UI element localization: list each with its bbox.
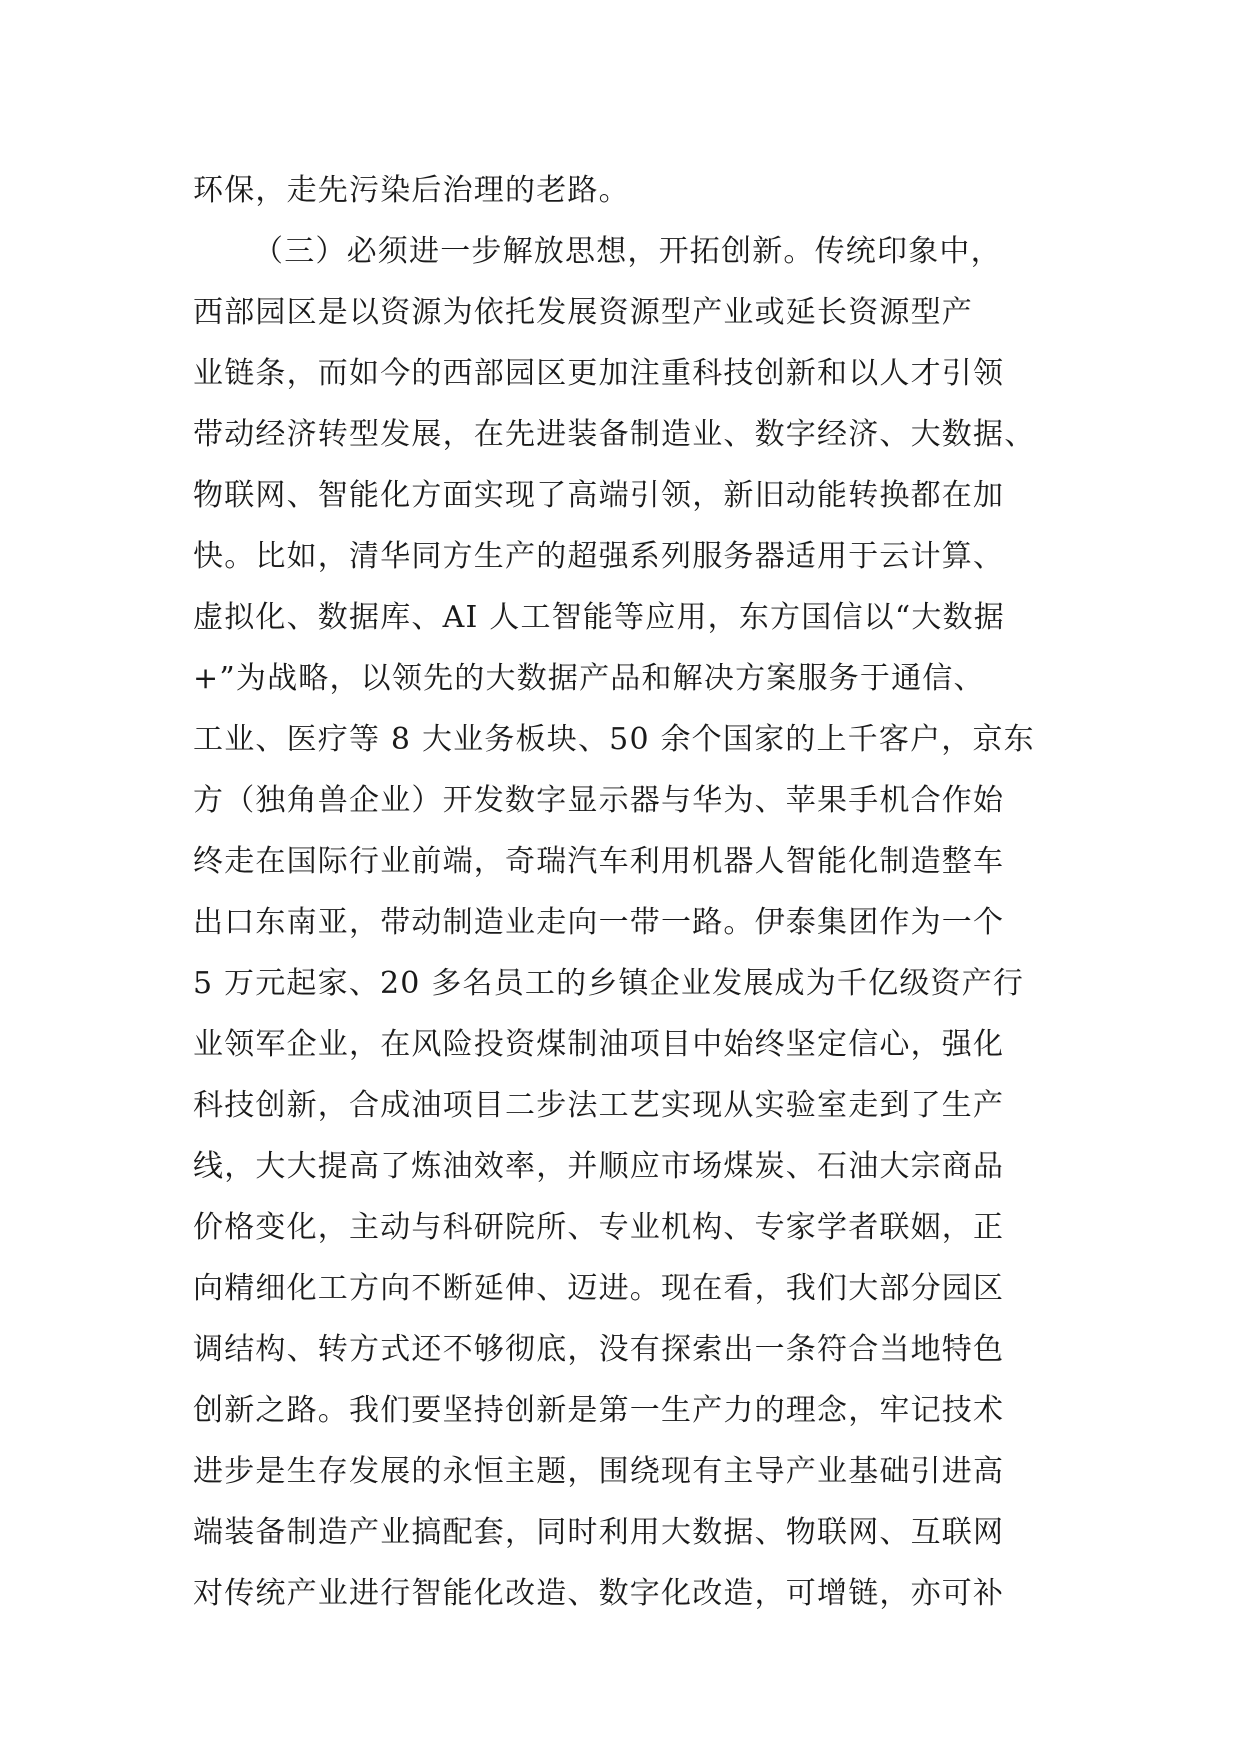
text-line: 物联网、智能化方面实现了高端引领，新旧动能转换都在加 (193, 478, 1005, 513)
text-line: 科技创新，合成油项目二步法工艺实现从实验室走到了生产 (193, 1088, 1005, 1123)
text-line: 调结构、转方式还不够彻底，没有探索出一条符合当地特色 (193, 1332, 1005, 1367)
text-line: 出口东南亚，带动制造业走向一带一路。伊泰集团作为一个 (193, 905, 1005, 940)
text-line: 5 万元起家、20 多名员工的乡镇企业发展成为千亿级资产行 (193, 966, 1025, 1001)
text-line: 工业、医疗等 8 大业务板块、50 余个国家的上千客户，京东 (193, 722, 1035, 757)
text-line: 价格变化，主动与科研院所、专业机构、专家学者联姻，正 (193, 1210, 1005, 1245)
text-line: 带动经济转型发展，在先进装备制造业、数字经济、大数据、 (193, 417, 1036, 452)
text-line: 进步是生存发展的永恒主题，围绕现有主导产业基础引进高 (193, 1454, 1005, 1489)
text-line: 创新之路。我们要坚持创新是第一生产力的理念，牢记技术 (193, 1393, 1005, 1428)
text-line: 向精细化工方向不断延伸、迈进。现在看，我们大部分园区 (193, 1271, 1005, 1306)
text-line: +”为战略，以领先的大数据产品和解决方案服务于通信、 (193, 661, 985, 696)
text-line: 端装备制造产业搞配套，同时利用大数据、物联网、互联网 (193, 1515, 1005, 1550)
section-heading-line: （三）必须进一步解放思想，开拓创新。传统印象中， (253, 234, 1002, 269)
text-line: 快。比如，清华同方生产的超强系列服务器适用于云计算、 (193, 539, 1005, 574)
text-line: 西部园区是以资源为依托发展资源型产业或延长资源型产 (193, 295, 973, 330)
body-text (193, 160, 1065, 1624)
text-line: 对传统产业进行智能化改造、数字化改造，可增链，亦可补 (193, 1576, 1005, 1611)
text-line: 虚拟化、数据库、AI 人工智能等应用，东方国信以“大数据 (193, 600, 1005, 635)
text-line: 环保，走先污染后治理的老路。 (193, 173, 630, 208)
text-line: 业领军企业，在风险投资煤制油项目中始终坚定信心，强化 (193, 1027, 1005, 1062)
text-line: 线，大大提高了炼油效率，并顺应市场煤炭、石油大宗商品 (193, 1149, 1005, 1184)
text-line: 终走在国际行业前端，奇瑞汽车利用机器人智能化制造整车 (193, 844, 1005, 879)
text-line: 方（独角兽企业）开发数字显示器与华为、苹果手机合作始 (193, 783, 1005, 818)
text-line: 业链条，而如今的西部园区更加注重科技创新和以人才引领 (193, 356, 1005, 391)
